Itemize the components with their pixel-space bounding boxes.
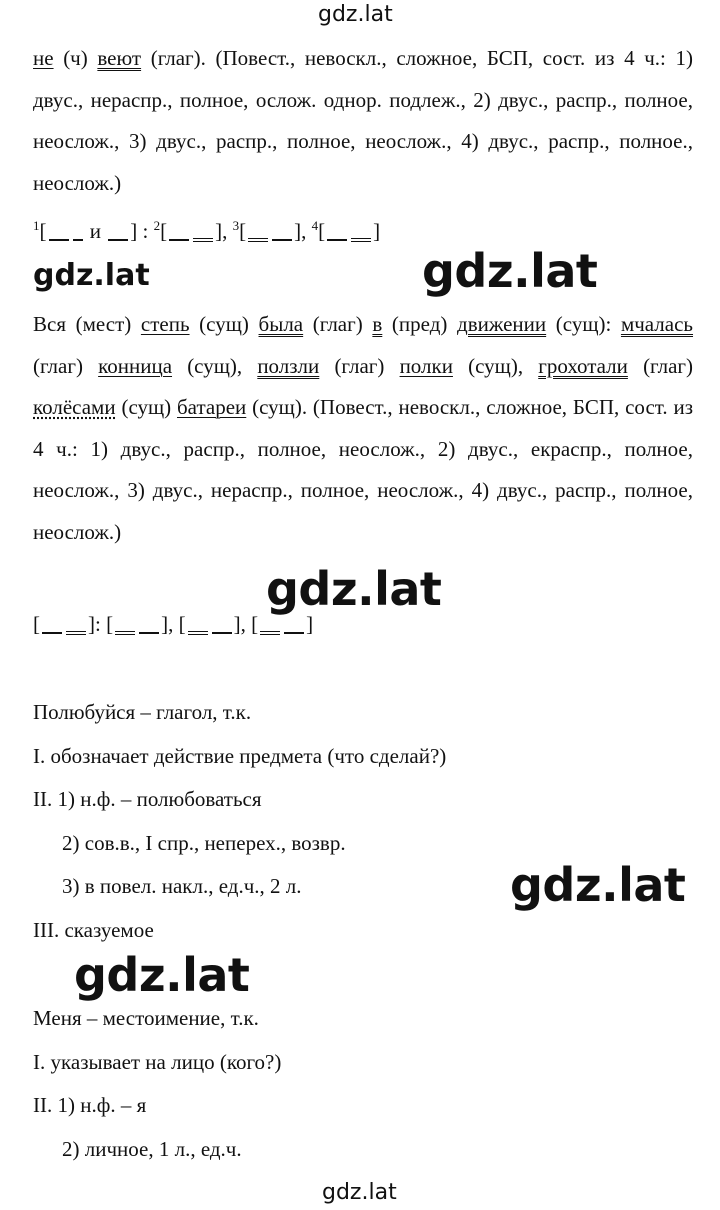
bracket: [ (33, 612, 40, 636)
word-object: колёсами (33, 395, 116, 419)
watermark-bottom: gdz.lat (322, 1180, 397, 1205)
text: (глаг). (Повест., невоскл., сложное, БСП, сост. из 4 ч.: 1) двус., нераспр., полное, ослож. однор. подлеж., 2) двус., распр., полное, неослож., 3) двус., распр., полное, неослож., 4) двус., распр., полное., неослож.) (33, 46, 693, 195)
text: (глаг) (319, 353, 400, 378)
part-number: 1 (33, 218, 40, 233)
analysis1-line3: II. 1) н.ф. – полюбоваться (33, 787, 262, 811)
text: (глаг) (303, 312, 373, 336)
word-ne: не (33, 46, 54, 70)
sentence-scheme-1 (33, 218, 380, 244)
word-predicate: была (258, 312, 304, 336)
bracket: ]: [ (88, 612, 114, 636)
word-predicate: ползли (257, 353, 320, 378)
bracket: ], [ (233, 612, 259, 636)
analysis2-line2: I. указывает на лицо (кого?) (33, 1050, 282, 1074)
word-predicate: движении (457, 312, 547, 336)
bracket: [ (160, 219, 168, 243)
watermark-top: gdz.lat (318, 2, 393, 27)
word-subject: степь (140, 312, 190, 336)
sentence-scheme-2 (33, 612, 313, 637)
watermark-right: gdz.lat (422, 244, 598, 298)
word: Вся (33, 312, 66, 336)
word-predicate: в (372, 312, 383, 336)
watermark-left: gdz.lat (33, 258, 150, 293)
bracket: ] : (130, 219, 154, 243)
bracket: [ (39, 219, 47, 243)
bracket: ], (294, 219, 312, 243)
bracket: ] (306, 612, 314, 636)
text: (сущ) (189, 312, 259, 336)
part-number: 3 (232, 218, 240, 233)
text: (сущ). (Повест., невоскл., сложное, БСП, сост. из 4 ч.: 1) двус., распр., полное, неослож., 2) двус., екраспр., полное, неослож., 3) двус., нераспр., полное, неослож., 4) двус., распр., полное, неослож.) (33, 395, 693, 544)
sentence-analysis-1 (33, 38, 693, 204)
watermark-right-lower: gdz.lat (510, 858, 686, 912)
word-subject: полки (399, 353, 453, 378)
word-subject: батареи (177, 395, 247, 419)
analysis1-line4: 2) сов.в., I спр., неперех., возвр. (62, 831, 346, 855)
word-predicate: мчалась (620, 312, 694, 336)
text: (мест) (66, 312, 141, 336)
part-number: 4 (311, 218, 319, 233)
word-subject: конница (98, 353, 173, 378)
bracket: [ (318, 219, 326, 243)
analysis2-line1: Меня – местоимение, т.к. (33, 1006, 259, 1030)
word-veyut: веют (97, 46, 142, 70)
bracket: ] (373, 219, 381, 243)
analysis1-line6: III. сказуемое (33, 918, 154, 942)
analysis2-line3: II. 1) н.ф. – я (33, 1093, 147, 1117)
text: (сущ): (546, 312, 621, 336)
text: (ч) (53, 46, 98, 70)
text: (пред) (382, 312, 458, 336)
bracket: [ (239, 219, 247, 243)
analysis1-line5: 3) в повел. накл., ед.ч., 2 л. (62, 874, 302, 898)
sentence-analysis-2 (33, 304, 693, 553)
watermark-center: gdz.lat (266, 562, 442, 616)
watermark-left-lower: gdz.lat (74, 948, 250, 1002)
conj: и (84, 219, 107, 243)
analysis2-line4: 2) личное, 1 л., ед.ч. (62, 1137, 242, 1161)
analysis1-line2: I. обозначает действие предмета (что сделай?) (33, 744, 447, 768)
analysis1-line1: Полюбуйся – глагол, т.к. (33, 700, 252, 724)
text: (сущ), (172, 353, 258, 378)
text: (сущ) (115, 395, 177, 419)
text: (глаг) (627, 353, 694, 378)
bracket: ], [ (161, 612, 186, 636)
text: (глаг) (33, 353, 99, 378)
text: (сущ), (452, 353, 539, 378)
part-number: 2 (153, 218, 161, 233)
word-predicate: грохотали (538, 353, 628, 378)
bracket: ], (215, 219, 233, 243)
